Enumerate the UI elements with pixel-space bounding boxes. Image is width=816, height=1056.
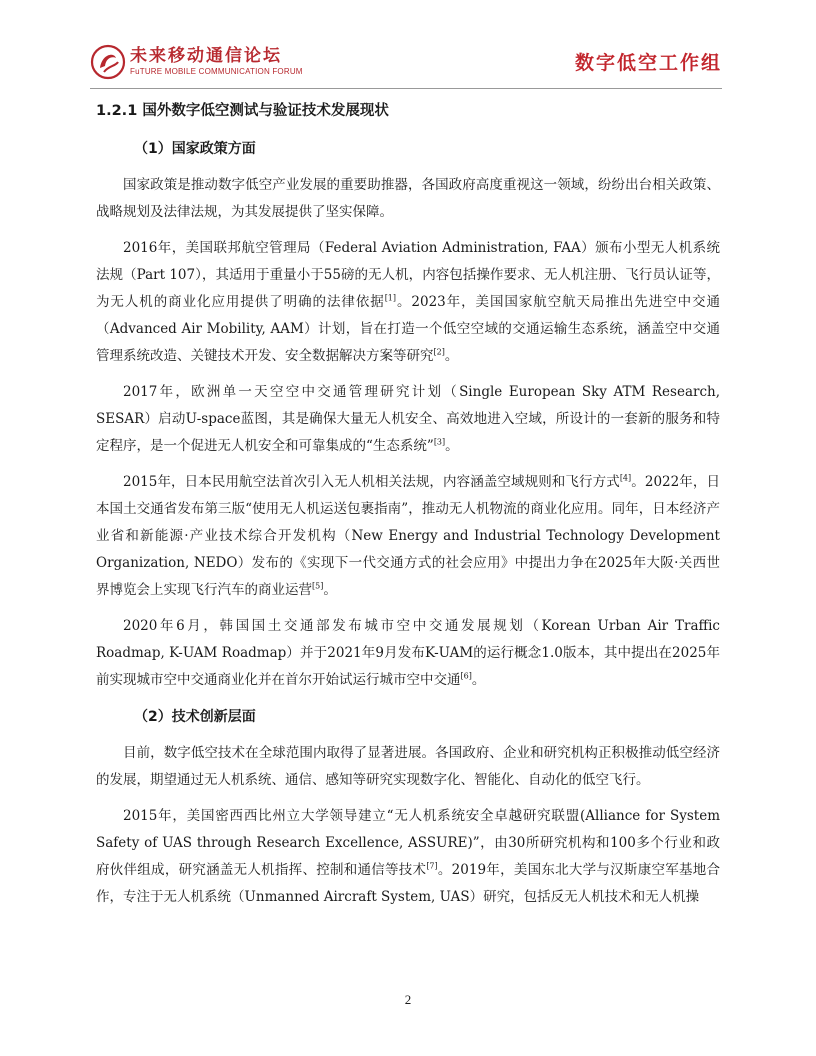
section-heading: 1.2.1 国外数字低空测试与验证技术发展现状 [96,103,389,119]
paragraph-2: 2016年，美国联邦航空管理局（Federal Aviation Administration, FAA）颁布小型无人机系统法规（Part 107），其适用于重量小于55磅的无人机，内容包括操作要求、无人机注册、飞行员认证等，为无人机的商业化应用提供了明确的法律依据[1]。2023年，美国国家航空航天局推出先进空中交通（Advanced Air Mobility, AAM）计划，旨在打造一个低空空域的交通运输生态系统，涵盖空中交通管理系统改造、关键技术开发、安全数据解决方案等研究[2]。 [96,240,721,364]
citation-marker: [7] [426,861,438,871]
citation-marker: [6] [460,671,472,681]
citation-marker: [1] [384,293,397,303]
citation-marker: [4] [619,473,632,483]
paragraph-5: 2020年6月，韩国国土交通部发布城市空中交通发展规划（Korean Urban Air Traffic Roadmap, K-UAM Roadmap）并于2021年9月发布K-UAM的运行概念1.0版本，其中提出在2025年前实现城市空中交通商业化并在首尔开始试运行城市空中交通[6]。 [96,618,720,688]
paragraph-1: 国家政策是推动数字低空产业发展的重要助推器，各国政府高度重视这一领域，纷纷出台相关政策、战略规划及法律法规，为其发展提供了坚实保障。 [96,177,720,220]
paragraph-7: 2015年，美国密西西比州立大学领导建立“无人机系统安全卓越研究联盟(Alliance for System Safety of UAS through Research Excellence, ASSURE)”，由30所研究机构和100多个行业和政府伙伴组成，研究涵盖无人机指挥、控制和通信等技术[7]。2019年，美国东北大学与汉斯康空军基地合作，专注于无人机系统（Unmanned Aircraft System, UAS）研究，包括反无人机技术和无人机操 [96,808,721,905]
paragraph-4: 2015年，日本民用航空法首次引入无人机相关法规，内容涵盖空域规则和飞行方式[4]。2022年，日本国土交通省发布第三版“使用无人机运送包裹指南”，推动无人机物流的商业化应用。同年，日本经济产业省和新能源·产业技术综合开发机构（New Energy and Industrial Technology Development Organization, NEDO）发布的《实现下一代交通方式的社会应用》中提出力争在2025年大阪·关西世界博览会上实现飞行汽车的商业运营[5]。 [96,473,721,598]
logo-english-name: FuTURE MOBILE COMMUNICATION FORUM [130,67,303,76]
paragraph-3: 2017年，欧洲单一天空空中交通管理研究计划（Single European Sky ATM Research, SESAR）启动U-space蓝图，其是确保大量无人机安全、高效地进入空域，所设计的一套新的服务和特定程序，是一个促进无人机安全和可靠集成的“生态系统”[3]。 [96,384,720,454]
document-body [96,97,720,911]
page-number: 2 [404,992,412,1007]
forum-logo-icon [90,44,126,80]
paragraph-6: 目前，数字低空技术在全球范围内取得了显著进展。各国政府、企业和研究机构正积极推动低空经济的发展，期望通过无人机系统、通信、感知等研究实现数字化、智能化、自动化的低空飞行。 [96,745,720,788]
logo-text [130,46,303,77]
working-group-title: 数字低空工作组 [574,52,722,74]
citation-marker: [3] [433,437,446,447]
page-header [90,44,722,88]
header-divider [90,88,722,89]
subsection-heading-tech: （2）技术创新层面 [134,709,256,725]
citation-marker: [2] [433,347,445,357]
subsection-heading-policy: （1）国家政策方面 [134,141,256,157]
citation-marker: [5] [312,581,324,591]
logo-chinese-name: 未来移动通信论坛 [130,46,282,66]
